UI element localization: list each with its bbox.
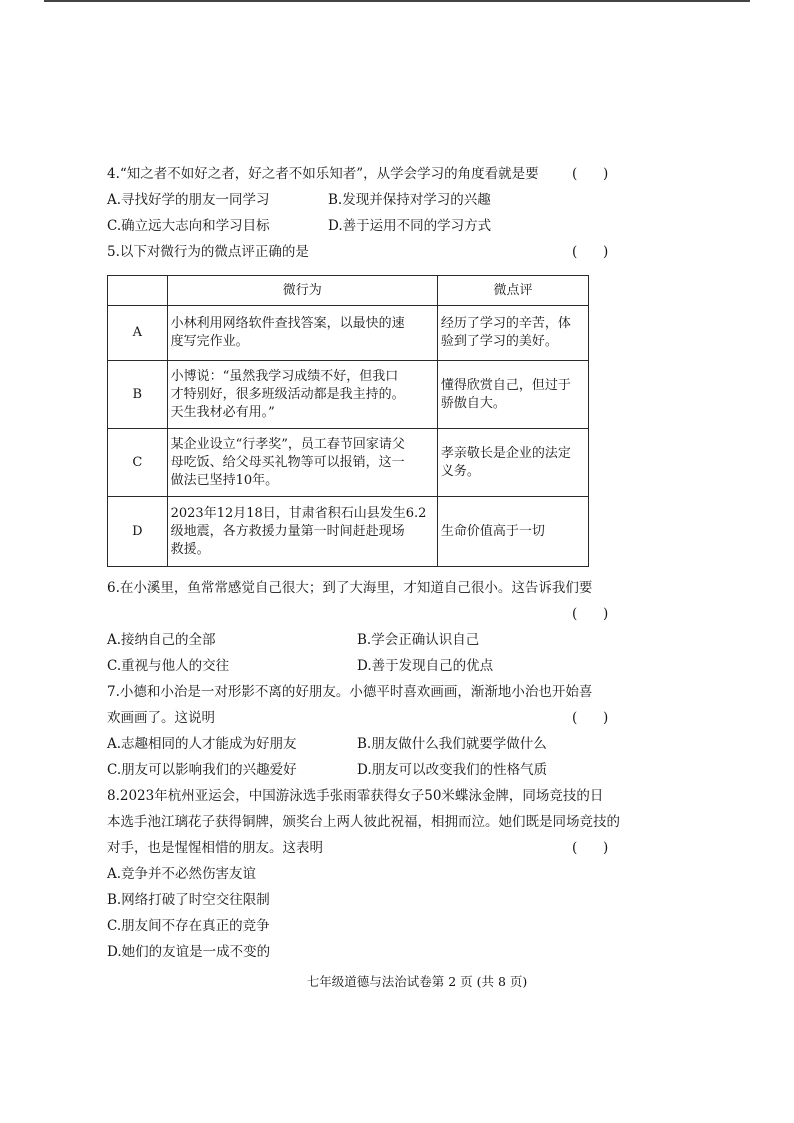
q8-stem-line-3: 对手，也是惺惺相惜的朋友。这表明 xyxy=(107,840,323,856)
table-header-blank xyxy=(108,276,168,306)
q5-answer-paren: ( ) xyxy=(572,244,609,260)
behavior-text-line: 救援。 xyxy=(170,541,210,557)
review-cell xyxy=(437,497,588,567)
q7-option-b: B.朋友做什么我们就要学做什么 xyxy=(357,736,547,752)
q7-stem-line-1: 7.小德和小治是一对形影不离的好朋友。小德平时喜欢画画，渐渐地小治也开始喜 xyxy=(107,684,593,700)
q6-option-d: D.善于发现自己的优点 xyxy=(357,658,494,674)
table-header-row xyxy=(108,276,589,306)
q7-option-d: D.朋友可以改变我们的性格气质 xyxy=(357,762,548,778)
q6-option-b: B.学会正确认识自己 xyxy=(357,632,480,648)
q4-answer-paren: ( ) xyxy=(572,166,609,182)
q4-option-d: D.善于运用不同的学习方式 xyxy=(328,218,492,234)
row-letter: B xyxy=(108,361,168,429)
row-letter: A xyxy=(108,306,168,361)
review-text-line: 骄傲自大。 xyxy=(440,395,506,411)
behavior-text-line: 级地震，各方救援力量第一时间赶赴现场 xyxy=(170,523,405,539)
table-row xyxy=(108,306,589,361)
behavior-cell xyxy=(167,306,437,361)
review-text-line: 生命价值高于一切 xyxy=(440,523,545,539)
behavior-cell xyxy=(167,361,437,429)
q5-stem: 5.以下对微行为的微点评正确的是 xyxy=(107,244,309,260)
behavior-text-line: 2023年12月18日，甘肃省积石山县发生6.2 xyxy=(170,505,427,521)
row-letter: D xyxy=(108,497,168,567)
q6-option-a: A.接纳自己的全部 xyxy=(107,632,216,648)
q4-stem: 4.“知之者不如好之者，好之者不如乐知者”，从学会学习的角度看就是要 xyxy=(107,166,539,182)
review-text-line: 义务。 xyxy=(440,463,480,479)
q7-option-c: C.朋友可以影响我们的兴趣爱好 xyxy=(107,762,297,778)
q7-option-a: A.志趣相同的人才能成为好朋友 xyxy=(107,736,297,752)
q7-answer-paren: ( ) xyxy=(572,710,609,726)
row-letter: C xyxy=(108,429,168,497)
behavior-cell xyxy=(167,429,437,497)
behavior-text-line: 小博说：“虽然我学习成绩不好，但我口 xyxy=(170,368,399,384)
review-text-line: 验到了学习的美好。 xyxy=(440,334,558,349)
q8-answer-paren: ( ) xyxy=(572,840,609,856)
review-cell xyxy=(437,306,588,361)
q7-stem-line-2: 欢画画了。这说明 xyxy=(107,710,215,726)
top-border-line xyxy=(44,0,750,2)
behavior-text-line: 小林利用网络软件查找答案，以最快的速 xyxy=(170,316,405,331)
review-cell xyxy=(437,361,588,429)
q8-stem-line-1: 8.2023年杭州亚运会，中国游泳选手张雨霏获得女子50米蝶泳金牌，同场竞技的日 xyxy=(107,788,604,804)
behavior-cell xyxy=(167,497,437,567)
q6-answer-paren: ( ) xyxy=(572,606,609,622)
page-footer: 七年级道德与法治试卷第 2 页 (共 8 页) xyxy=(306,974,528,989)
q8-option-c: C.朋友间不存在真正的竞争 xyxy=(107,918,270,934)
review-text-line: 孝亲敬长是企业的法定 xyxy=(440,445,571,461)
q4-option-c: C.确立远大志向和学习目标 xyxy=(107,218,270,234)
q8-stem-line-2: 本选手池江璃花子获得铜牌，颁奖台上两人彼此祝福，相拥而泣。她们既是同场竞技的 xyxy=(107,814,620,830)
behavior-review-table xyxy=(107,275,589,567)
behavior-text-line: 天生我材必有用。” xyxy=(170,404,275,420)
q6-option-c: C.重视与他人的交往 xyxy=(107,658,230,674)
q8-option-a: A.竞争并不必然伤害友谊 xyxy=(107,866,257,882)
behavior-text-line: 某企业设立“行孝奖”，员工春节回家请父 xyxy=(170,436,405,452)
table-row xyxy=(108,429,589,497)
q4-option-a: A.寻找好学的朋友一同学习 xyxy=(107,192,270,208)
behavior-text-line: 母吃饭、给父母买礼物等可以报销，这一 xyxy=(170,454,405,470)
review-cell xyxy=(437,429,588,497)
behavior-text-line: 才特别好，很多班级活动都是我主持的。 xyxy=(170,386,405,402)
q4-option-b: B.发现并保持对学习的兴趣 xyxy=(328,192,491,208)
review-text-line: 经历了学习的辛苦，体 xyxy=(440,316,571,331)
table-row xyxy=(108,361,589,429)
table-row xyxy=(108,497,589,567)
behavior-text-line: 做法已坚持10年。 xyxy=(170,472,279,488)
table-header-behavior: 微行为 xyxy=(167,276,437,306)
behavior-text-line: 度写完作业。 xyxy=(170,334,249,349)
table-header-review: 微点评 xyxy=(437,276,588,306)
q6-stem: 6.在小溪里，鱼常常感觉自己很大；到了大海里，才知道自己很小。这告诉我们要 xyxy=(107,580,593,596)
q8-option-d: D.她们的友谊是一成不变的 xyxy=(107,944,271,960)
q8-option-b: B.网络打破了时空交往限制 xyxy=(107,892,270,908)
review-text-line: 懂得欣赏自己，但过于 xyxy=(440,377,571,393)
